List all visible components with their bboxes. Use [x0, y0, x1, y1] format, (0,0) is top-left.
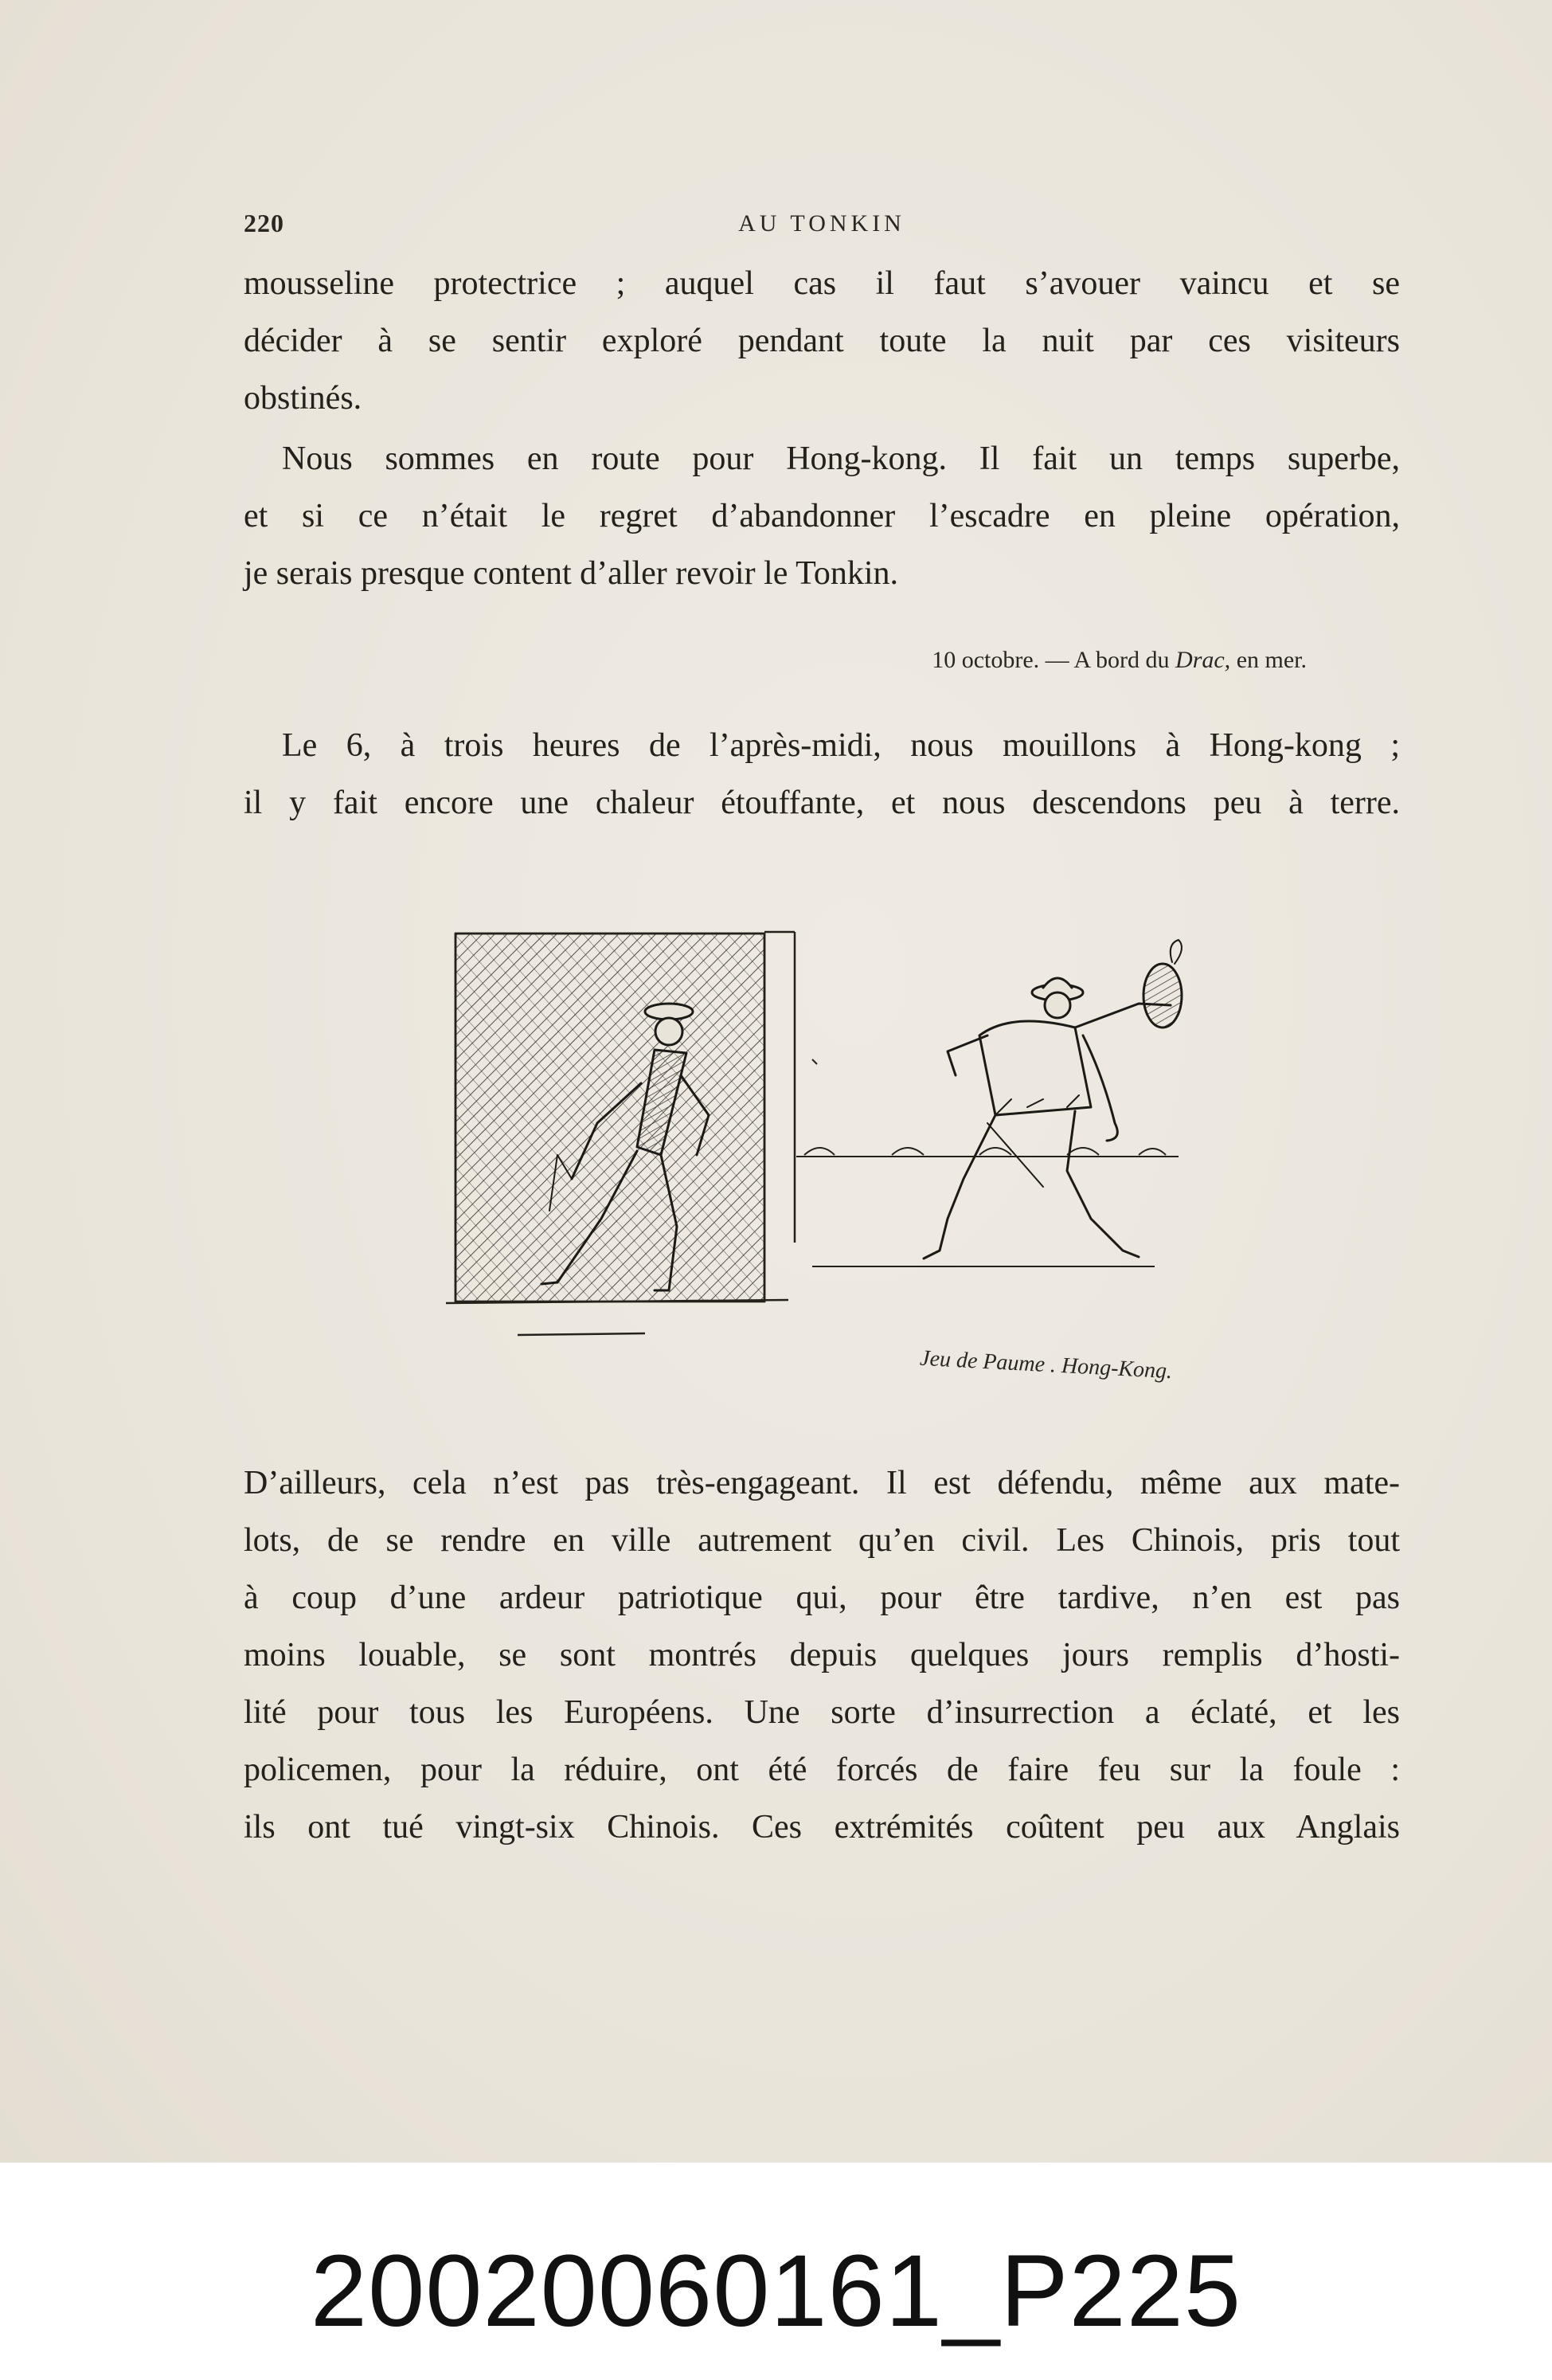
- text-line: décider à se sentir exploré pendant toute la nuit par ces visiteurs: [244, 323, 1400, 359]
- paragraph-continuation: [244, 255, 1400, 427]
- text-line: Nous sommes en route pour Hong-kong. Il fait un temps superbe,: [282, 440, 1400, 477]
- text-line: Le 6, à trois heures de l’après-midi, nous mouillons à Hong-kong ;: [282, 727, 1400, 764]
- page-number: 220: [244, 209, 284, 237]
- dateline-place: en mer.: [1230, 647, 1307, 673]
- paragraph-hong-kong-arrival: [244, 717, 1400, 832]
- dateline-date: 10 octobre. — A bord du: [932, 647, 1176, 673]
- text-line: D’ailleurs, cela n’est pas très-engageant. Il est défendu, même aux mate-: [244, 1465, 1400, 1501]
- text-line: ils ont tué vingt-six Chinois. Ces extrémités coûtent peu aux Anglais: [244, 1809, 1400, 1846]
- text-line: moins louable, se sont montrés depuis quelques jours remplis d’hosti-: [244, 1637, 1400, 1673]
- scan-identifier: 20020060161_P225: [310, 2234, 1242, 2348]
- running-head: [244, 209, 1400, 249]
- text-line: et si ce n’était le regret d’abandonner l’escadre en pleine opération,: [244, 498, 1400, 534]
- player-figure: [924, 940, 1182, 1259]
- text-line: mousseline protectrice ; auquel cas il faut s’avouer vaincu et se: [244, 265, 1400, 302]
- text-line: il y fait encore une chaleur étouffante, et nous descendons peu à terre.: [244, 785, 1400, 821]
- dateline: [932, 647, 1307, 674]
- illustration-caption: Jeu de Paume . Hong-Kong.: [919, 1345, 1173, 1384]
- jeu-de-paume-illustration: [438, 916, 1202, 1362]
- paragraph-riots: [244, 1454, 1400, 1856]
- dateline-ship: Drac,: [1175, 647, 1231, 673]
- ground-lines: [796, 1059, 1179, 1266]
- text-line: policemen, pour la réduire, ont été forcés de faire feu sur la foule :: [244, 1752, 1400, 1788]
- text-line: à coup d’une ardeur patriotique qui, pour être tardive, n’en est pas: [244, 1579, 1400, 1616]
- wall-frame: [446, 932, 795, 1335]
- text-line: je serais presque content d’aller revoir le Tonkin.: [244, 555, 898, 592]
- paragraph-en-route: [244, 430, 1400, 602]
- text-line: lots, de se rendre en ville autrement qu’en civil. Les Chinois, pris tout: [244, 1522, 1400, 1559]
- text-line: lité pour tous les Européens. Une sorte d’insurrection a éclaté, et les: [244, 1694, 1400, 1731]
- running-title: AU TONKIN: [738, 210, 905, 237]
- scan-footer: [0, 2163, 1552, 2380]
- text-line: obstinés.: [244, 380, 362, 417]
